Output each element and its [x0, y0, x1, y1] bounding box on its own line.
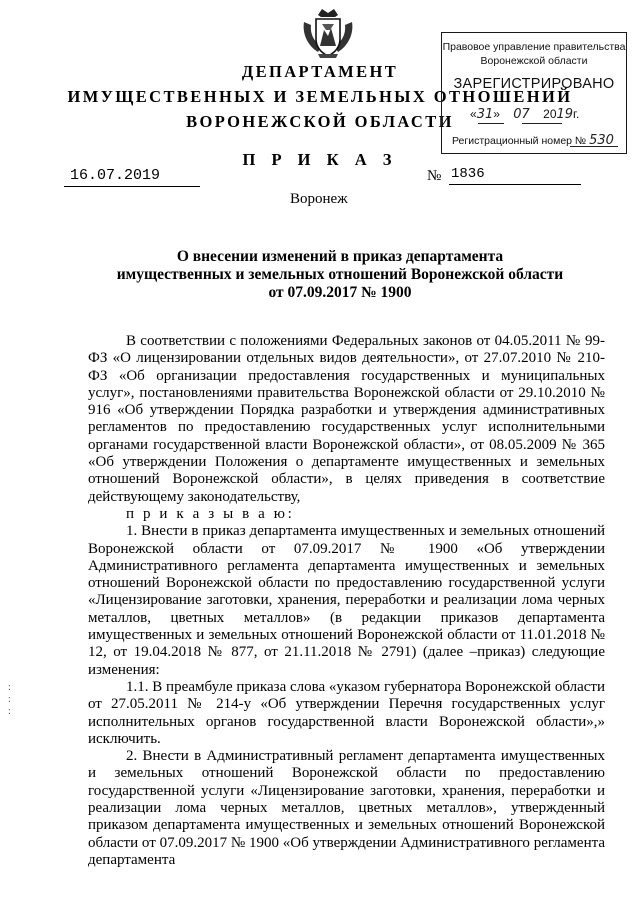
- stamp-authority-line1: Правовое управление правительства: [442, 41, 626, 53]
- stamp-date-year: 19: [556, 107, 574, 122]
- stamp-reg-label: Регистрационный номер №: [452, 135, 587, 147]
- stamp-date-day: 31: [476, 107, 494, 122]
- paragraph-order-verb: п р и к а з ы в а ю:: [126, 505, 295, 522]
- stamp-date-month: 07: [513, 107, 530, 122]
- stamp-month-rule: [522, 123, 562, 124]
- order-number-sign: №: [427, 168, 442, 184]
- document-type-heading: П Р И К А З: [242, 150, 398, 169]
- stamp-date: «31» 07 2019г.: [470, 107, 580, 122]
- stamp-reg-number: 530: [589, 133, 614, 148]
- paragraph-item-2: 2. Внести в Административный регламент департамента имущественных и земельных отношений Воронежской области по предоставлению государственной услуги «Лицензирование заготовки, хранения, переработки и реализации лома черных металлов, цветных металлов», утвержденный приказом департамента имущественных и земельных отношений Воронежской области от 07.09.2017 № 1900 «Об утверждении Административного регламента департамента: [88, 748, 605, 868]
- stamp-authority-line2: Воронежской области: [480, 55, 588, 67]
- stamp-date-year-suffix: г.: [573, 107, 580, 121]
- paragraph-item-1-1: 1.1. В преамбуле приказа слова «указом губернатора Воронежской области от 27.05.2011 № 214-у «Об утверждении Перечня государственных услуг исполнительных органов государственной власти Воронежской области»,» исключить.: [88, 678, 605, 747]
- order-date: 16.07.2019: [64, 166, 200, 187]
- order-body: [88, 333, 605, 869]
- stamp-status: ЗАРЕГИСТРИРОВАНО: [453, 76, 615, 92]
- order-title-line3: от 07.09.2017 № 1900: [268, 284, 412, 301]
- margin-marks: : : :: [8, 682, 11, 717]
- department-heading-line1: ДЕПАРТАМЕНТ: [241, 62, 399, 81]
- paragraph-preamble: В соответствии с положениями Федеральных законов от 04.05.2011 № 99-ФЗ «О лицензировании отдельных видов деятельности», от 27.07.2010 № 210-ФЗ «Об организации предоставления государственных и муниципальных услуг», постановлениями правительства Воронежской области от 29.10.2010 № 916 «Об утверждении Порядка разработки и утверждения административных регламентов по предоставлению государственных услуг исполнительными органами государственной власти Воронежской области», от 08.05.2009 № 365 «Об утверждении Положения о департаменте имущественных и земельных отношений Воронежской области», в целях приведения в соответствие действующему законодательству,: [88, 333, 605, 505]
- registration-stamp: [441, 32, 627, 154]
- order-number: 1836: [449, 164, 581, 185]
- department-heading-line3: ВОРОНЕЖСКОЙ ОБЛАСТИ: [186, 112, 454, 131]
- order-title-line1: О внесении изменений в приказ департамента: [176, 248, 504, 265]
- order-title-line2: имущественных и земельных отношений Воронежской области: [116, 266, 564, 283]
- stamp-reg-rule: [570, 146, 618, 147]
- order-city: Воронеж: [290, 191, 348, 207]
- stamp-day-rule: [478, 123, 504, 124]
- stamp-date-year-prefix: 20: [543, 107, 557, 121]
- department-heading-line2: ИМУЩЕСТВЕННЫХ И ЗЕМЕЛЬНЫХ ОТНОШЕНИЙ: [67, 87, 573, 106]
- coat-of-arms-icon: [300, 6, 356, 60]
- paragraph-item-1: 1. Внести в приказ департамента имущественных и земельных отношений Воронежской области от 07.09.2017 № 1900 «Об утверждении Административного регламента департамента имущественных и земельных отношений Воронежской области по предоставлению государственной услуги «Лицензирование заготовки, хранения, переработки и реализации лома черных металлов, цветных металлов» (в редакции приказов департамента имущественных и земельных отношений Воронежской области от 11.01.2018 № 12, от 19.04.2018 № 877, от 21.11.2018 № 2791) (далее –приказ) следующие изменения:: [88, 523, 605, 678]
